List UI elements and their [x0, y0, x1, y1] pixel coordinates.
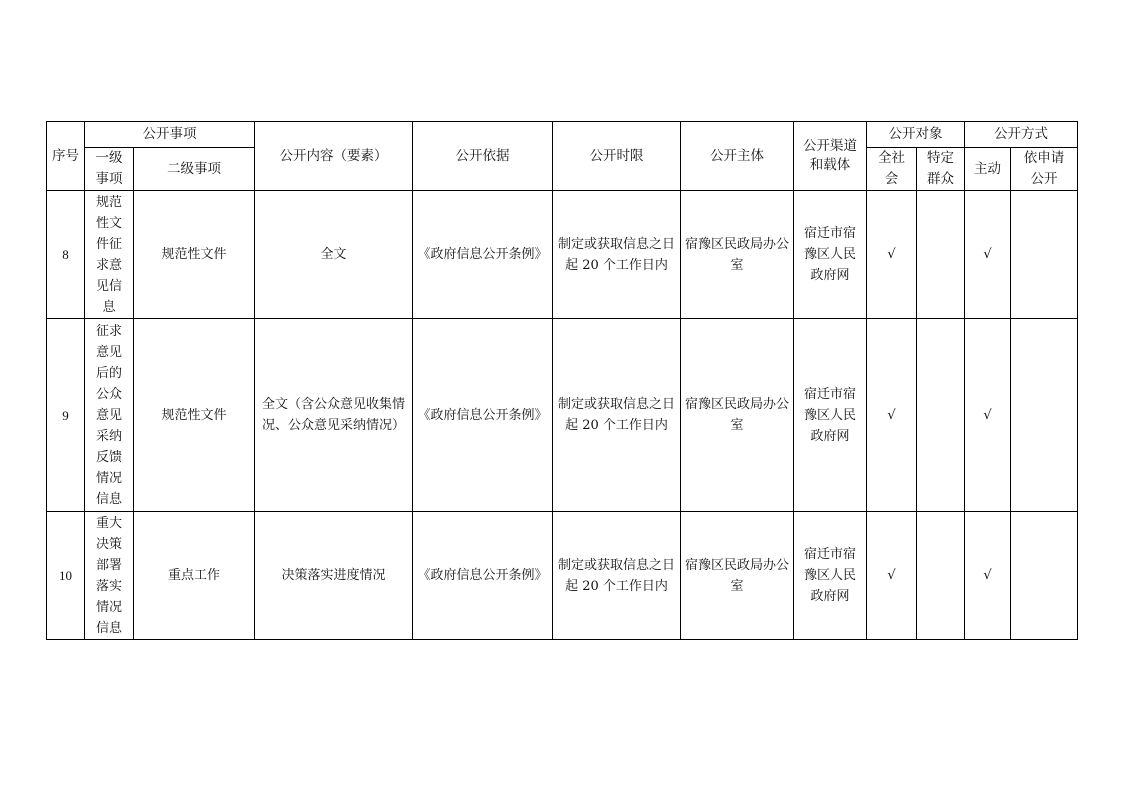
- row-level1: 规范性文件征求意见信息: [85, 191, 134, 319]
- header-content: 公开内容（要素）: [255, 122, 413, 191]
- row-basis: 《政府信息公开条例》: [413, 319, 553, 512]
- row-method-request-check: [1011, 319, 1078, 512]
- row-audience-all-check: √: [867, 512, 917, 640]
- row-level2: 重点工作: [134, 512, 255, 640]
- disclosure-table: [46, 121, 1078, 640]
- table-row: [47, 512, 1078, 640]
- row-level1: 重大决策部署落实情况信息: [85, 512, 134, 640]
- row-method-request-check: [1011, 191, 1078, 319]
- row-content: 决策落实进度情况: [255, 512, 413, 640]
- row-basis: 《政府信息公开条例》: [413, 191, 553, 319]
- table-row: [47, 319, 1078, 512]
- header-audience-specific: 特定群众: [917, 148, 965, 191]
- row-channel: 宿迁市宿豫区人民政府网: [794, 191, 867, 319]
- header-time-limit: 公开时限: [553, 122, 681, 191]
- row-method-active-check: √: [965, 319, 1011, 512]
- row-level2: 规范性文件: [134, 319, 255, 512]
- row-subject: 宿豫区民政局办公室: [681, 512, 794, 640]
- header-method-active: 主动: [965, 148, 1011, 191]
- header-matter: 公开事项: [85, 122, 255, 148]
- row-content: 全文（含公众意见收集情况、公众意见采纳情况）: [255, 319, 413, 512]
- row-subject: 宿豫区民政局办公室: [681, 191, 794, 319]
- table-row: [47, 191, 1078, 319]
- row-seq: 10: [47, 512, 85, 640]
- row-time-limit: 制定或获取信息之日起 20 个工作日内: [553, 319, 681, 512]
- row-level1: 征求意见后的公众意见采纳反馈情况信息: [85, 319, 134, 512]
- table-header: [47, 122, 1078, 191]
- row-method-active-check: √: [965, 512, 1011, 640]
- row-time-limit: 制定或获取信息之日起 20 个工作日内: [553, 191, 681, 319]
- header-basis: 公开依据: [413, 122, 553, 191]
- header-channel: 公开渠道和载体: [794, 122, 867, 191]
- header-method-request: 依申请公开: [1011, 148, 1078, 191]
- header-audience-all: 全社会: [867, 148, 917, 191]
- row-content: 全文: [255, 191, 413, 319]
- row-method-active-check: √: [965, 191, 1011, 319]
- row-channel: 宿迁市宿豫区人民政府网: [794, 512, 867, 640]
- row-seq: 8: [47, 191, 85, 319]
- header-method: 公开方式: [965, 122, 1078, 148]
- row-method-request-check: [1011, 512, 1078, 640]
- table-body: [47, 191, 1078, 640]
- row-subject: 宿豫区民政局办公室: [681, 319, 794, 512]
- row-channel: 宿迁市宿豫区人民政府网: [794, 319, 867, 512]
- row-audience-all-check: √: [867, 319, 917, 512]
- header-subject: 公开主体: [681, 122, 794, 191]
- header-level2: 二级事项: [134, 148, 255, 191]
- row-audience-all-check: √: [867, 191, 917, 319]
- row-audience-specific-check: [917, 191, 965, 319]
- header-audience: 公开对象: [867, 122, 965, 148]
- row-audience-specific-check: [917, 319, 965, 512]
- row-audience-specific-check: [917, 512, 965, 640]
- header-seq: 序号: [47, 122, 85, 191]
- header-level1: 一级事项: [85, 148, 134, 191]
- row-time-limit: 制定或获取信息之日起 20 个工作日内: [553, 512, 681, 640]
- row-level2: 规范性文件: [134, 191, 255, 319]
- row-seq: 9: [47, 319, 85, 512]
- row-basis: 《政府信息公开条例》: [413, 512, 553, 640]
